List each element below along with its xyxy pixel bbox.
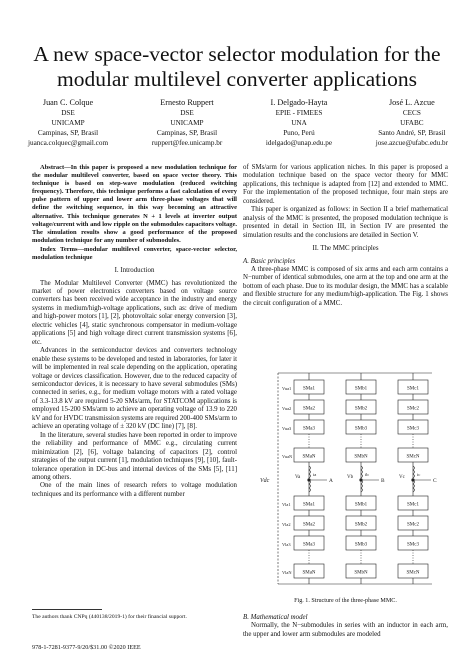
submodule-label: SMa2	[303, 406, 315, 412]
submodule-label: SMaN	[302, 454, 316, 460]
title-line-1: A new space-vector selector modulation for the	[33, 42, 441, 66]
paragraph: One of the main lines of research refers to voltage modulation techniques and its performance with a different number	[32, 482, 237, 498]
section-heading: I. Introduction	[114, 267, 155, 275]
footnote-divider	[32, 609, 102, 610]
submodule-label: SMbN	[354, 454, 368, 460]
author-email[interactable]: juanca.colquec@gmail.com	[28, 139, 109, 147]
submodule-label: SMa2	[303, 522, 315, 528]
submodule-label: SMcN	[406, 454, 420, 460]
right-column-bottom	[243, 614, 448, 639]
submodule-voltage-label: Vua3	[282, 426, 292, 431]
author-4	[376, 98, 448, 148]
submodule-voltage-label: Vua1	[282, 386, 292, 391]
author-dept: CECS	[402, 109, 421, 117]
vdc-label: Vdc	[260, 478, 270, 484]
author-name: José L. Azcue	[389, 98, 435, 107]
left-column	[32, 164, 237, 499]
author-email[interactable]: jose.azcue@ufabc.edu.br	[375, 139, 448, 147]
author-place: Puno, Perú	[283, 129, 315, 137]
author-email[interactable]: ruppert@fee.unicamp.br	[151, 139, 223, 147]
submodule-voltage-label: Vla1	[282, 502, 291, 507]
phase-voltage-label: Vb	[347, 475, 354, 480]
author-org: UNA	[291, 119, 307, 127]
author-org: UNICAMP	[170, 119, 204, 127]
index-terms: Index Terms—modular multilevel converter, space-vector selector, modulation technique	[32, 245, 237, 262]
submodule-label: SMc2	[407, 406, 419, 412]
submodule-label: SMbN	[354, 570, 368, 576]
submodule-label: SMc1	[407, 502, 419, 508]
submodule-voltage-label: VuaN	[282, 454, 293, 459]
submodule-label: SMb3	[354, 542, 368, 548]
author-name: Ernesto Ruppert	[160, 98, 214, 107]
subsection-heading: A. Basic principles	[243, 257, 296, 265]
author-place: Santo André, SP, Brasil	[378, 129, 446, 137]
phase-current-label: ia	[313, 472, 317, 477]
author-place: Campinas, SP, Brasil	[156, 129, 218, 137]
title-line-2: modular multilevel converter applications	[56, 67, 417, 91]
paragraph: The Modular Multilevel Converter (MMC) has revolutionized the market of power electronics converters based on voltage source converters has been received wide acceptance in the industry and energy systems in medium/high-voltage applications, such as: drive of medium and high-power motors [1], [2], photovoltaic solar energy conversion [3], electric vehicles [4], static synchronous compensator in medium-voltage applications [5] and high voltage direct current transmission systems [6], etc.	[32, 279, 237, 346]
figure-caption: Fig. 1. Structure of the three-phase MMC.	[294, 598, 397, 604]
section-heading: II. The MMC principles	[312, 245, 379, 253]
author-name: I. Delgado-Hayta	[270, 98, 328, 107]
paragraph: A three-phase MMC is composed of six arms and each arm contains a N−number of identical submodules, one arm at the top and one arm at the bottom of each phase. Due to its modular design, the MMC has a scalable and flexible structure for any medium/high-application. The Fig. 1 shows the circuit configuration of a MMC.	[243, 265, 448, 307]
phase-node	[360, 479, 363, 482]
submodule-label: SMc2	[407, 522, 419, 528]
paragraph: of SMs/arm for various application niches. In this paper is proposed a modulation technique based on the space vector theory for MMC applications, this technique is adapted from [12] and extended to MMC. For the implementation of the proposed technique, four main steps are considered.	[243, 164, 448, 205]
author-org: UNICAMP	[51, 119, 85, 127]
author-dept: EPIE - FIMEES	[275, 109, 323, 117]
submodule-label: SMa3	[303, 542, 315, 548]
submodule-label: SMb1	[354, 502, 368, 508]
paragraph: Advances in the semiconductor devices and converters technology enable these systems to be developed and tested in laboratories, for later it will be implemented in real scale depending on the application, operating voltage or devices classification. However, due to the reduced capacity of semiconductor devices, it is necessary to have several submodules (SMs) connected in series, e.g., for medium voltage motors with a rated voltage of 3.3-13.8 kV are required 5-20 SMs/arm, for STATCOM applications is employed 15-200 SMs/arm to achieve an operating voltage of 13.9 to 220 kV and for HVDC transmission systems are required 200-400 SMs/arm to achieve an operating voltage of ± 320 kV (DC line) [7], [8].	[32, 347, 237, 431]
author-name: Juan C. Colque	[42, 98, 94, 107]
mmc-structure-figure	[260, 368, 440, 590]
copyright-footer: 978-1-7281-9377-9/20/$31.00 ©2020 IEEE	[32, 644, 141, 651]
phase-current-label: ib	[365, 472, 369, 477]
submodule-label: SMb2	[354, 522, 368, 528]
phase-current-label: ic	[417, 472, 421, 477]
paragraph: Normally, the N−submodules in series with an inductor in each arm, the upper and lower arm submodules are modeled	[243, 622, 448, 638]
author-2	[152, 98, 222, 148]
author-dept: DSE	[61, 109, 75, 117]
phase-label: B	[381, 478, 385, 484]
subsection-heading: B. Mathematical model	[243, 614, 308, 621]
abstract: Abstract—In this paper is proposed a new modulation technique for the modular multilevel converter, based on space vector theory. This technique is based on step-wave modulation (reduced switching frequency). Therefore, this technique performs a fast calculation of every pulse pattern of upper and lower arm three-phase voltages that will define the switching sequence, in this way becoming an attractive alternative. This technique generates N + 1 levels at inverter output voltage/current with and low ripple on the submodules capacitors voltage. The simulation results show a good performance of the proposed modulation technique for any number of submodules.	[32, 164, 237, 244]
footnote: The authors thank CNPq (440138/2019-1) for their financial support.	[32, 614, 187, 620]
author-3	[266, 98, 332, 148]
phase-label: A	[329, 478, 333, 484]
submodule-label: SMc1	[407, 386, 419, 392]
submodule-voltage-label: Vla2	[282, 522, 291, 527]
submodule-label: SMc3	[407, 426, 419, 432]
submodule-label: SMa3	[303, 426, 315, 432]
phase-voltage-label: Vc	[399, 475, 405, 480]
phase-node	[308, 479, 311, 482]
phase-label: C	[433, 478, 437, 484]
submodule-label: SMcN	[406, 570, 420, 576]
paper-title	[0, 42, 474, 92]
submodule-label: SMaN	[302, 570, 316, 576]
submodule-label: SMb2	[354, 406, 368, 412]
author-email[interactable]: idelgado@unap.edu.pe	[265, 139, 333, 147]
submodule-label: SMa1	[303, 502, 315, 508]
submodule-label: SMb3	[354, 426, 368, 432]
submodule-voltage-label: Vla3	[282, 542, 291, 547]
author-block	[28, 98, 448, 148]
submodule-label: SMa1	[303, 386, 315, 392]
submodule-label: SMc3	[407, 542, 419, 548]
author-place: Campinas, SP, Brasil	[37, 129, 99, 137]
submodule-label: SMb1	[354, 386, 368, 392]
submodule-voltage-label: Vua2	[282, 406, 292, 411]
phase-voltage-label: Va	[295, 475, 301, 480]
paragraph: In the literature, several studies have been reported in order to improve the reliability and performance of MMC e.g., circulating current minimization [2], [6], voltage balancing of capacitors [2], control strategies of the output current [1], modulation techniques [9], [10], fault-tolerance operation in DC-bus and internal devices of the SMs [5], [11] among others.	[32, 431, 237, 481]
submodule-voltage-label: VlaN	[282, 570, 292, 575]
paragraph: This paper is organized as follows: in Section II a brief mathematical analysis of the MMC is presented, the proposed modulation technique is presented in detail in Section III, in Section IV are presented the simulation results and the conclusions are detailed in Section V.	[243, 206, 448, 239]
phase-node	[412, 479, 415, 482]
author-1	[28, 98, 108, 148]
author-org: UFABC	[400, 119, 424, 127]
right-column	[243, 164, 448, 308]
author-dept: DSE	[180, 109, 194, 117]
